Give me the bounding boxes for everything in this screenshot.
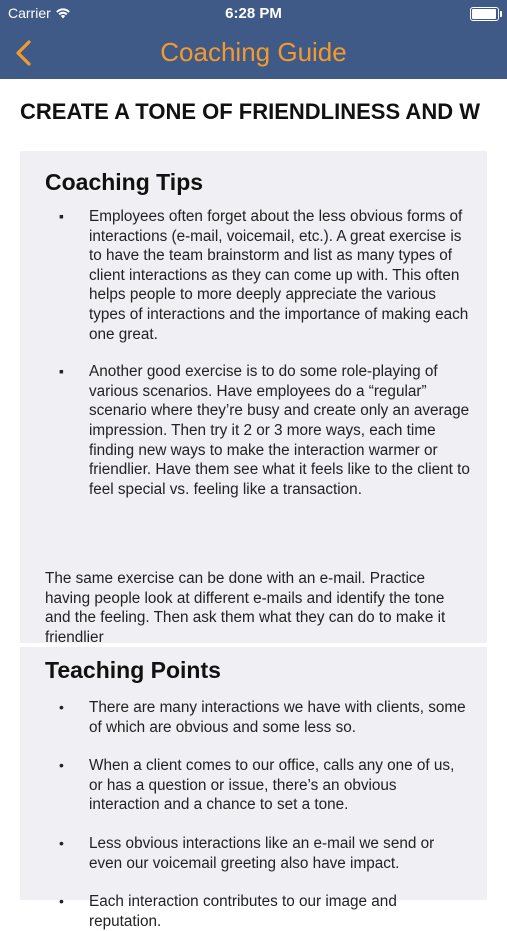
bullet-icon: ▪ (59, 363, 64, 380)
bullet-icon: • (59, 757, 64, 774)
list-item (45, 362, 470, 499)
bullet-icon: ▪ (59, 208, 64, 224)
battery-icon (470, 7, 499, 21)
teaching-points-title: Teaching Points (45, 657, 221, 683)
list-item (45, 892, 470, 931)
page-title: CREATE A TONE OF FRIENDLINESS AND W (20, 99, 480, 124)
list-item (45, 207, 470, 344)
list-item (45, 698, 470, 737)
list-item-text: Another good exercise is to do some role-playing of various scenarios. Have employees do a “regular” scenario where they’re busy and create only an average impression. Then try it 2 or 3 more ways, each time finding new ways to make the interaction warmer or friendlier. Have them see what it feels like to the client to feel special vs. feeling like a transaction. (89, 363, 470, 498)
nav-title: Coaching Guide (160, 37, 347, 67)
list-item-text: When a client comes to our office, calls any one of us, or has a question or issue, there’s an obvious interaction and a chance to set a tone. (89, 757, 455, 814)
list-item-text: Employees often forget about the less obvious forms of interactions (e-mail, voicemail, etc.). A great exercise is to have the team brainstorm and list as many types of client interactions as they can come up with. This often helps people to more deeply appreciate the various types of interactions and the importance of making each one great. (89, 208, 469, 343)
status-bar (0, 0, 507, 28)
carrier-label: Carrier (8, 5, 51, 21)
teaching-points-card (20, 647, 487, 930)
list-item-text: There are many interactions we have with clients, some of which are obvious and some less so. (89, 699, 466, 736)
coaching-tips-card (20, 151, 487, 647)
coaching-tips-title: Coaching Tips (45, 169, 204, 195)
status-time: 6:28 PM (225, 5, 282, 22)
list-item-text: Less obvious interactions like an e-mail we send or even our voicemail greeting also have impact. (89, 834, 435, 872)
list-item (45, 756, 470, 815)
list-item-text: Each interaction contributes to our image and reputation. (89, 893, 397, 930)
list-item (45, 834, 470, 873)
coaching-tips-list (45, 207, 470, 499)
nav-bar (0, 28, 507, 79)
bullet-icon: • (59, 699, 64, 715)
bullet-icon: • (59, 893, 64, 910)
teaching-points-list (45, 698, 470, 931)
coaching-tips-note: The same exercise can be done with an e-mail. Practice having people look at different e-mails and identify the tone and the feeling. Then ask them what they can do to make it friendlier (45, 570, 446, 647)
bullet-icon: • (59, 834, 64, 851)
